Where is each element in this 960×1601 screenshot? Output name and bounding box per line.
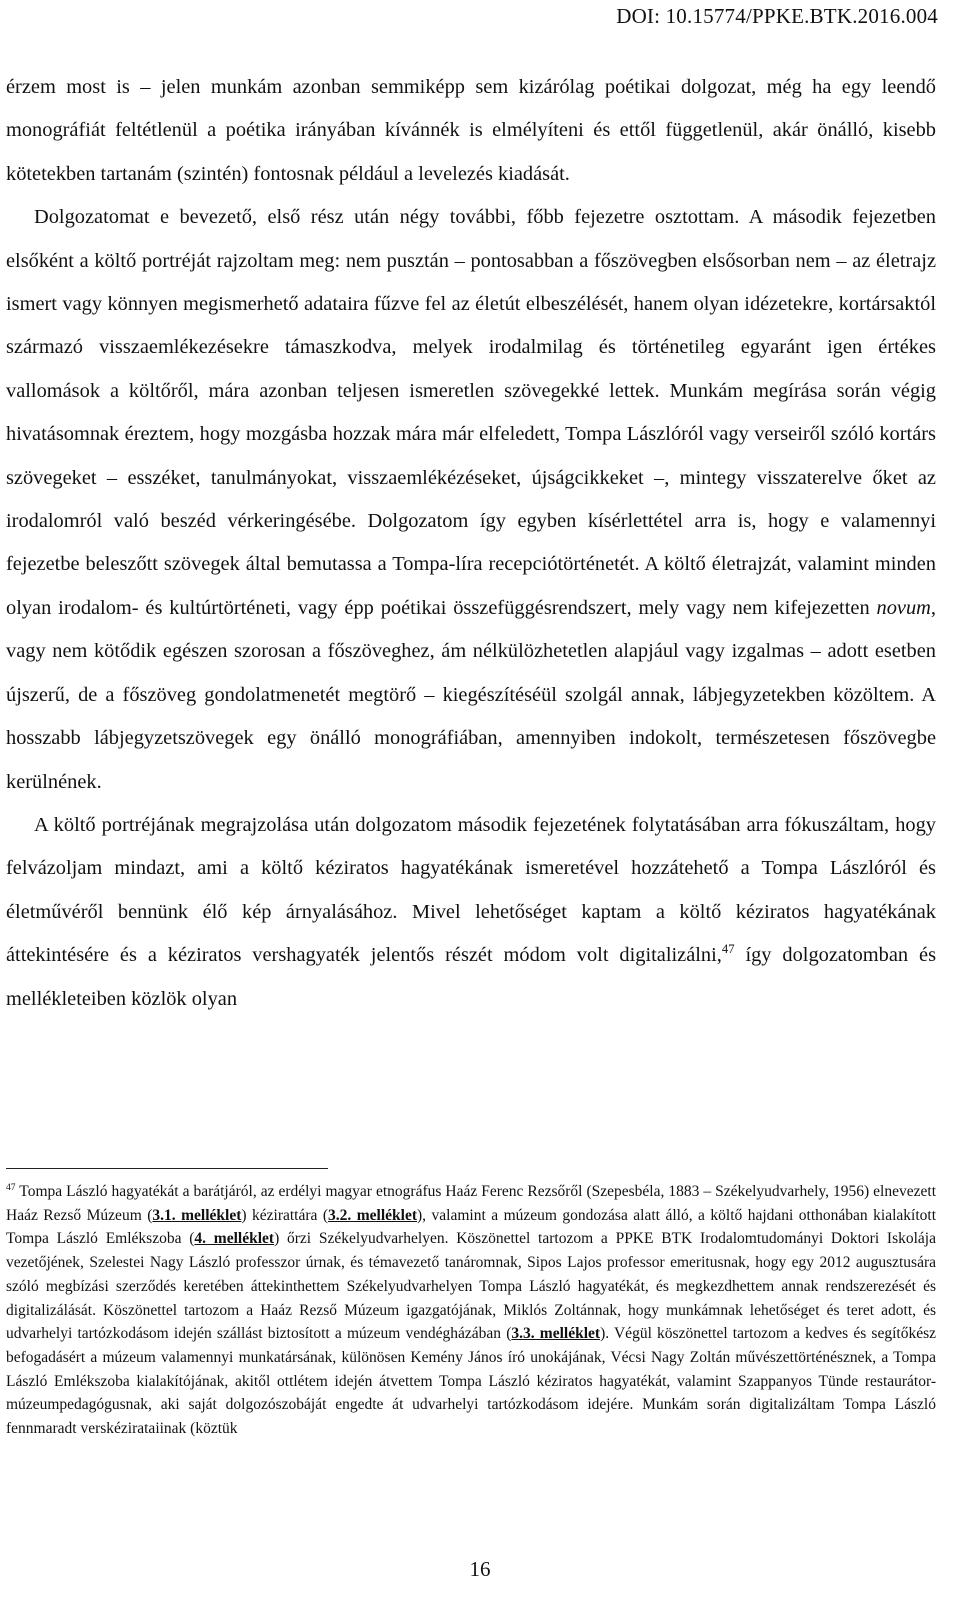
footnote-number: 47 (6, 1182, 16, 1194)
footnote-separator (6, 1168, 328, 1169)
paragraph-3-text-b: így dolgozatomban és mellékleteiben közlök olyan (6, 944, 937, 1010)
body-text (6, 66, 936, 1021)
paragraph-2-text-b: , vagy nem kötődik egészen szorosan a főszöveghez, ám nélkülözhetetlen alapjául vagy izgalmas – adott esetben újszerű, de a főszöveg gondolatmenetét megtörő – kiegészítéséül szolgál annak, lábjegyzetekben közöltem. A hosszabb lábjegyzetszövegek egy önálló monográfiában, amennyiben indokolt, természetesen főszövegbe kerülnének. (6, 596, 936, 793)
footnote-text-3: ), valamint a múzeum gondozása alatt álló, a költő hajdani otthonában kialakított Tompa László Emlékszoba ( (6, 1206, 936, 1248)
paragraph-1-text: érzem most is – jelen munkám azonban semmiképp sem kizárólag poétikai dolgozat, még ha egy leendő monográfiát feltétlenül a poétika irányában kívánnék is elmélyíteni és ettől függetlenül, akár önálló, kisebb kötetekben tartanám (szintén) fontosnak például a levelezés kiadását. (6, 76, 936, 185)
appendix-ref-3-2[interactable]: 3.2. melléklet (328, 1206, 418, 1224)
page-number: 16 (469, 1557, 491, 1581)
paragraph-2 (6, 196, 936, 804)
appendix-ref-4[interactable]: 4. melléklet (194, 1230, 275, 1248)
paragraph-3 (6, 804, 936, 1021)
footnote-text-2: ) kézirattára ( (241, 1206, 329, 1224)
paragraph-2-text-a: Dolgozatomat e bevezető, első rész után négy további, főbb fejezetre osztottam. A második fejezetben elsőként a költő portréját rajzoltam meg: nem pusztán – pontosabban a főszövegben elsősorban nem – az életrajz ismert vagy könnyen megismerhető adataira fűzve fel az életút elbeszélését, hanem olyan idézetekre, kortársaktól származó visszaemlékezésekre támaszkodva, melyek irodalmilag és történetileg egyaránt igen értékes vallomások a költőről, mára azonban teljesen ismeretlen szövegekké lettek. Munkám megírása során végig hivatásomnak éreztem, hogy mozgásba hozzak mára már elfeledett, Tompa Lászlóról vagy verseiről szóló kortárs szövegeket – esszéket, tanulmányokat, visszaemlékézéseket, újságcikkeket –, mintegy visszaterelve őket az irodalomról való beszéd vérkeringésébe. Dolgozatom így egyben kísérlettétel arra is, hogy e valamennyi fejezetbe beleszőtt szövegek által bemutassa a Tompa-líra recepciótörténetét. A költő életrajzát, valamint minden olyan irodalom- és kultúrtörténeti, vagy épp poétikai összefüggésrendszert, mely vagy nem kifejezetten (6, 206, 936, 619)
footnote-reference-47[interactable]: 47 (721, 942, 735, 957)
appendix-ref-3-1[interactable]: 3.1. melléklet (152, 1206, 242, 1224)
footnote-text-1: Tompa László hagyatékát a barátjáról, az erdélyi magyar etnográfus Haáz Ferenc Rezsőről (Szepesbéla, 1883 – Székelyudvarhely, 1956) elnevezett Haáz Rezső Múzeum ( (6, 1183, 936, 1224)
paragraph-3-text-a: A költő portréjának megrajzolása után dolgozatom második fejezetének folytatásában arra fókuszáltam, hogy felvázoljam mindazt, ami a költő kéziratos hagyatékának ismeretével hozzátehető a Tompa Lászlóról és életművéről bennünk élő kép árnyalásához. Mivel lehetőséget kaptam a költő kéziratos hagyatékának áttekintésére és a kéziratos vershagyaték jelentős részét módom volt digitalizálni, (6, 813, 936, 967)
footnote-47 (6, 1180, 936, 1441)
doi-header: DOI: 10.15774/PPKE.BTK.2016.004 (616, 4, 938, 28)
footnote-text-5: ). Végül köszönettel tartozom a kedves és segítőkész befogadásért a múzeum valamennyi munkatársának, különösen Kemény János író unokájának, Vécsi Nagy Zoltán művészettörténésznek, a Tompa László Emlékszoba kialakítójának, akitől ottlétem idején átvettem Tompa László kéziratos hagyatékát, valamint Szappanyos Tünde restaurátor-múzeumpedagógusnak, aki saját dolgozószobáját engedte át udvarhelyi tartózkodásom idejére. Munkám során digitalizáltam Tompa László fennmaradt verskézirataiinak (köztük (6, 1325, 936, 1438)
footnote-text-4: ) őrzi Székelyudvarhelyen. Köszönettel tartozom a PPKE BTK Irodalomtudományi Doktori Iskolája vezetőjének, Szelestei Nagy László professzor úrnak, és témavezető tanáromnak, Sipos Lajos professor emeritusnak, hogy egy 2012 augusztusára szóló megbízási szerződés keretében áttekinthettem Székelyudvarhelyen Tompa László hagyatékát, és megkezdhettem annak rendszerezését és digitalizálását. Köszönettel tartozom a Haáz Rezső Múzeum igazgatójának, Miklós Zoltánnak, hogy munkámnak lehetőséget és teret adott, és udvarhelyi tartózkodásom idején szállást biztosított a múzeum vendégházában ( (6, 1230, 936, 1343)
italic-term-novum: novum (876, 596, 931, 619)
appendix-ref-3-3[interactable]: 3.3. melléklet (511, 1325, 601, 1343)
footnote-paragraph (6, 1180, 936, 1441)
paragraph-1 (6, 66, 936, 196)
